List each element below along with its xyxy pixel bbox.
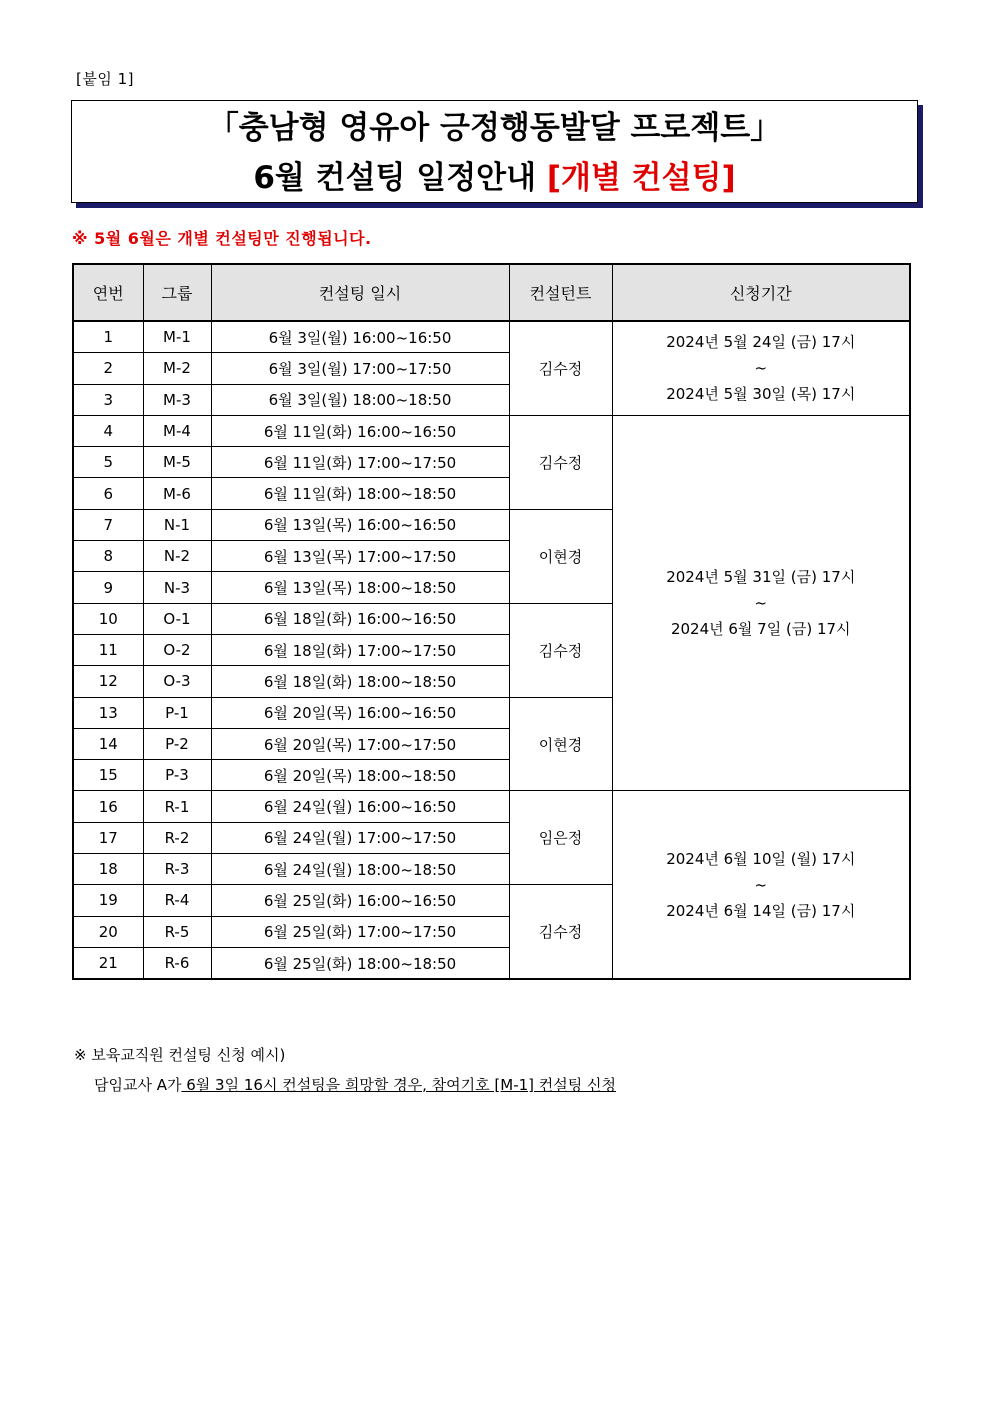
row-consultant: 김수정 bbox=[509, 321, 612, 415]
row-group: N-1 bbox=[143, 509, 211, 540]
row-no: 6 bbox=[73, 478, 143, 509]
row-consultant: 이현경 bbox=[509, 509, 612, 603]
row-no: 1 bbox=[73, 321, 143, 353]
row-datetime: 6월 18일(화) 18:00~18:50 bbox=[211, 666, 509, 697]
row-datetime: 6월 11일(화) 18:00~18:50 bbox=[211, 478, 509, 509]
period-separator: ~ bbox=[754, 359, 768, 378]
title-box bbox=[71, 100, 918, 203]
row-no: 19 bbox=[73, 885, 143, 916]
row-no: 21 bbox=[73, 947, 143, 979]
row-group: R-1 bbox=[143, 791, 211, 822]
row-group: M-6 bbox=[143, 478, 211, 509]
row-datetime: 6월 20일(목) 18:00~18:50 bbox=[211, 760, 509, 791]
period-end: 2024년 6월 14일 (금) 17시 bbox=[666, 901, 856, 920]
notice-text: ※ 5월 6월은 개별 컨설팅만 진행됩니다. bbox=[72, 229, 372, 248]
table-header-row bbox=[73, 264, 910, 321]
row-datetime: 6월 11일(화) 17:00~17:50 bbox=[211, 447, 509, 478]
row-datetime: 6월 13일(목) 17:00~17:50 bbox=[211, 541, 509, 572]
row-group: M-3 bbox=[143, 384, 211, 415]
period-start: 2024년 6월 10일 (월) 17시 bbox=[666, 849, 856, 868]
row-datetime: 6월 3일(월) 17:00~17:50 bbox=[211, 353, 509, 384]
row-datetime: 6월 25일(화) 18:00~18:50 bbox=[211, 947, 509, 979]
header-group: 그룹 bbox=[143, 264, 211, 321]
row-datetime: 6월 13일(목) 18:00~18:50 bbox=[211, 572, 509, 603]
row-datetime: 6월 18일(화) 16:00~16:50 bbox=[211, 603, 509, 634]
row-no: 10 bbox=[73, 603, 143, 634]
example-body bbox=[74, 1070, 616, 1100]
row-consultant: 이현경 bbox=[509, 697, 612, 791]
table-row bbox=[73, 415, 910, 446]
row-group: P-3 bbox=[143, 760, 211, 791]
period-separator: ~ bbox=[754, 594, 768, 613]
row-datetime: 6월 18일(화) 17:00~17:50 bbox=[211, 634, 509, 665]
row-no: 16 bbox=[73, 791, 143, 822]
row-group: M-5 bbox=[143, 447, 211, 478]
row-no: 12 bbox=[73, 666, 143, 697]
row-no: 4 bbox=[73, 415, 143, 446]
period-end: 2024년 6월 7일 (금) 17시 bbox=[670, 620, 851, 639]
row-group: P-2 bbox=[143, 728, 211, 759]
attachment-label: [붙임 1] bbox=[76, 70, 134, 88]
row-no: 13 bbox=[73, 697, 143, 728]
row-no: 20 bbox=[73, 916, 143, 947]
row-group: R-4 bbox=[143, 885, 211, 916]
row-no: 2 bbox=[73, 353, 143, 384]
row-group: R-3 bbox=[143, 854, 211, 885]
row-datetime: 6월 3일(월) 18:00~18:50 bbox=[211, 384, 509, 415]
period-start: 2024년 5월 31일 (금) 17시 bbox=[666, 568, 856, 587]
row-no: 7 bbox=[73, 509, 143, 540]
row-consultant: 김수정 bbox=[509, 885, 612, 979]
row-group: O-2 bbox=[143, 634, 211, 665]
row-no: 3 bbox=[73, 384, 143, 415]
row-datetime: 6월 20일(목) 16:00~16:50 bbox=[211, 697, 509, 728]
header-datetime: 컨설팅 일시 bbox=[211, 264, 509, 321]
table-row bbox=[73, 321, 910, 353]
example-note bbox=[74, 1040, 616, 1100]
row-datetime: 6월 24일(월) 16:00~16:50 bbox=[211, 791, 509, 822]
period-separator: ~ bbox=[754, 875, 768, 894]
row-group: R-6 bbox=[143, 947, 211, 979]
row-group: M-4 bbox=[143, 415, 211, 446]
application-period bbox=[612, 415, 910, 791]
example-prefix: 담임교사 A가 bbox=[94, 1076, 182, 1094]
row-group: R-5 bbox=[143, 916, 211, 947]
row-datetime: 6월 11일(화) 16:00~16:50 bbox=[211, 415, 509, 446]
row-group: P-1 bbox=[143, 697, 211, 728]
title-line2-highlight: [개별 컨설팅] bbox=[546, 160, 736, 196]
row-group: R-2 bbox=[143, 822, 211, 853]
title-line2-main: 6월 컨설팅 일정안내 bbox=[253, 160, 547, 196]
row-datetime: 6월 25일(화) 17:00~17:50 bbox=[211, 916, 509, 947]
header-period: 신청기간 bbox=[612, 264, 910, 321]
period-end: 2024년 5월 30일 (목) 17시 bbox=[666, 385, 856, 404]
row-datetime: 6월 13일(목) 16:00~16:50 bbox=[211, 509, 509, 540]
example-underlined: 6월 3일 16시 컨설팅을 희망할 경우, 참여기호 [M-1] 컨설팅 신청 bbox=[181, 1076, 617, 1094]
title-line2 bbox=[72, 153, 917, 203]
row-group: N-2 bbox=[143, 541, 211, 572]
row-group: O-3 bbox=[143, 666, 211, 697]
row-datetime: 6월 24일(월) 17:00~17:50 bbox=[211, 822, 509, 853]
row-group: M-1 bbox=[143, 321, 211, 353]
row-no: 15 bbox=[73, 760, 143, 791]
row-no: 8 bbox=[73, 541, 143, 572]
header-no: 연번 bbox=[73, 264, 143, 321]
row-datetime: 6월 3일(월) 16:00~16:50 bbox=[211, 321, 509, 353]
row-datetime: 6월 25일(화) 16:00~16:50 bbox=[211, 885, 509, 916]
row-group: O-1 bbox=[143, 603, 211, 634]
schedule-table bbox=[72, 263, 911, 980]
period-start: 2024년 5월 24일 (금) 17시 bbox=[666, 333, 856, 352]
row-datetime: 6월 20일(목) 17:00~17:50 bbox=[211, 728, 509, 759]
application-period bbox=[612, 791, 910, 979]
row-group: N-3 bbox=[143, 572, 211, 603]
row-no: 14 bbox=[73, 728, 143, 759]
header-consultant: 컨설턴트 bbox=[509, 264, 612, 321]
row-no: 11 bbox=[73, 634, 143, 665]
row-datetime: 6월 24일(월) 18:00~18:50 bbox=[211, 854, 509, 885]
row-consultant: 임은정 bbox=[509, 791, 612, 885]
application-period bbox=[612, 321, 910, 415]
example-heading: ※ 보육교직원 컨설팅 신청 예시) bbox=[74, 1046, 286, 1064]
row-group: M-2 bbox=[143, 353, 211, 384]
row-no: 18 bbox=[73, 854, 143, 885]
row-no: 9 bbox=[73, 572, 143, 603]
row-no: 5 bbox=[73, 447, 143, 478]
row-no: 17 bbox=[73, 822, 143, 853]
table-row bbox=[73, 791, 910, 822]
title-line1: 「충남형 영유아 긍정행동발달 프로젝트」 bbox=[207, 110, 782, 146]
row-consultant: 김수정 bbox=[509, 415, 612, 509]
row-consultant: 김수정 bbox=[509, 603, 612, 697]
